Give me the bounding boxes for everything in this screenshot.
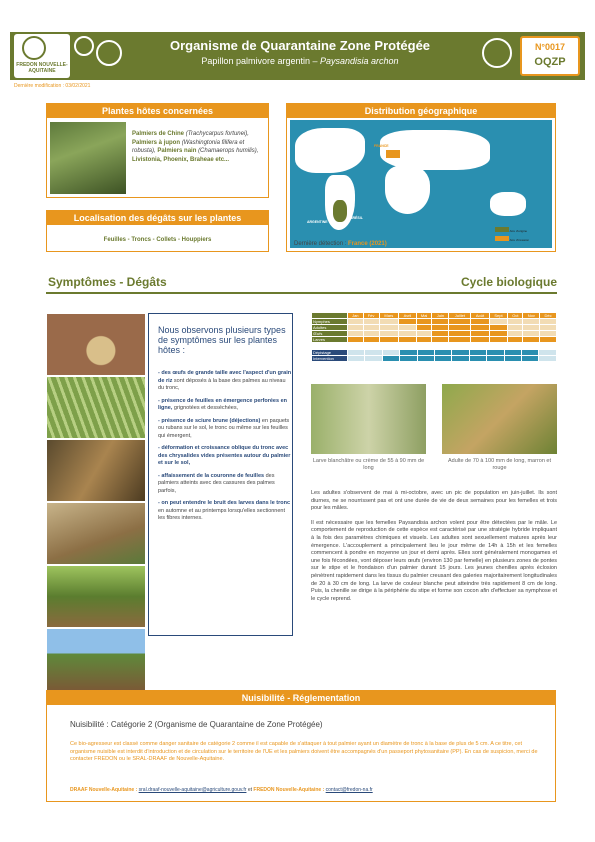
invasion-area-shape xyxy=(386,150,400,158)
nuisibility-heading: Nuisibilité - Réglementation xyxy=(47,691,555,705)
month-header: Mars xyxy=(379,313,399,319)
legend-origin-swatch xyxy=(495,227,509,232)
distribution-heading: Distribution géographique xyxy=(287,104,555,118)
stage-month-cell xyxy=(508,337,523,343)
month-header: Sept xyxy=(489,313,508,319)
stage-label: Œufs xyxy=(312,331,348,337)
map-label-bresil: BRÉSIL xyxy=(350,216,363,220)
sheet-number: N°0017 xyxy=(534,42,566,52)
intervention-table xyxy=(311,349,557,362)
stage-month-cell xyxy=(489,337,508,343)
legend-invasion-label: Aire d'invasion xyxy=(509,238,530,242)
intervention-month-cell xyxy=(400,356,417,362)
intervention-month-cell xyxy=(469,356,486,362)
intervention-month-cell xyxy=(539,356,557,362)
chrysalis-photo xyxy=(47,503,145,564)
month-header: Oct xyxy=(508,313,523,319)
symptom-item: - affaissement de la couronne de feuilles des palmiers atteints avec des cassures des palmes parfois, xyxy=(158,472,275,494)
origin-area-shape xyxy=(333,200,347,222)
legend-origin-label: Aire d'origine xyxy=(509,229,528,233)
stage-month-cell xyxy=(363,337,379,343)
life-cycle-chart xyxy=(311,312,557,362)
month-header: Juin xyxy=(432,313,449,319)
north-america-shape xyxy=(295,128,365,173)
moth-emblem-icon xyxy=(482,38,512,68)
palm-trunk-photo xyxy=(47,629,145,690)
intervention-month-cell xyxy=(348,356,365,362)
stage-month-cell xyxy=(399,337,417,343)
stage-month-cell xyxy=(449,337,471,343)
sheet-code: OQZP xyxy=(534,56,566,68)
crown-collapse-photo xyxy=(47,566,145,627)
africa-shape xyxy=(385,166,430,214)
intervention-month-cell xyxy=(504,356,521,362)
stage-month-cell xyxy=(348,337,364,343)
symptoms-heading: Symptômes - Dégâts xyxy=(48,275,167,289)
stage-label: Larves xyxy=(312,337,348,343)
contact-line: DRAAF Nouvelle-Aquitaine : sral.draaf-nouvelle-aquitaine@agriculture.gouv.fr et FREDON Nouvelle-Aquitaine : contact@fredon-na.fr xyxy=(70,787,373,793)
stage-month-cell xyxy=(416,337,432,343)
page-title: Organisme de Quarantaine Zone Protégée xyxy=(169,38,431,53)
symptom-item: - présence de feuilles en émergence perforées en ligne, grignotées et desséchées, xyxy=(158,397,288,411)
host-plants-heading: Plantes hôtes concernées xyxy=(47,104,268,118)
stage-month-cell xyxy=(432,337,449,343)
map-label-france: FRANCE xyxy=(374,144,389,148)
sawdust-photo xyxy=(47,440,145,501)
australia-shape xyxy=(490,192,526,216)
map-legend xyxy=(495,227,529,242)
host-plants-list: Palmiers de Chine (Trachycarpus fortunei), Palmiers à jupon (Washingtonia filifera et robusta), Palmiers nain (Chamaerops humilis), Livistonia, Phoenix, Braheae etc... xyxy=(132,131,259,163)
intervention-label: Dépistage xyxy=(312,350,348,356)
intervention-month-cell xyxy=(452,356,469,362)
fredon-emblem-icon xyxy=(22,36,46,60)
symptom-item: - on peut entendre le bruit des larves dans le tronc en automne et au printemps lorsqu'elles sectionnent les fibres internes. xyxy=(158,500,291,521)
month-header: Juillet xyxy=(449,313,471,319)
fredon-logo-text: FREDON NOUVELLE-AQUITAINE xyxy=(16,62,68,74)
stage-month-cell xyxy=(523,337,540,343)
month-header: Mai xyxy=(416,313,432,319)
intervention-month-cell xyxy=(365,356,382,362)
intervention-month-cell xyxy=(487,356,504,362)
larva-caption: Larve blanchâtre ou crème de 55 à 90 mm de long xyxy=(312,458,425,471)
stage-label: Adultes xyxy=(312,325,348,331)
draaf-email-link[interactable]: sral.draaf-nouvelle-aquitaine@agriculture.gouv.fr xyxy=(138,787,247,793)
page-subtitle: Papillon palmivore argentin – Paysandisia archon xyxy=(201,56,399,66)
section-divider xyxy=(46,292,557,294)
month-header: Jan xyxy=(348,313,364,319)
symptoms-intro: Nous observons plusieurs types de symptômes sur les plantes hôtes : xyxy=(158,325,286,355)
month-header: Avril xyxy=(399,313,417,319)
last-detection: Dernière détection : France (2021) xyxy=(294,241,387,247)
adult-caption: Adulte de 70 à 100 mm de long, marron et rouge xyxy=(447,458,552,471)
partner-logo-icon xyxy=(74,36,94,56)
month-header: Nov xyxy=(523,313,540,319)
palm-photo xyxy=(50,122,126,194)
damage-location-section xyxy=(46,210,269,252)
intervention-month-cell xyxy=(435,356,452,362)
damage-location-heading: Localisation des dégâts sur les plantes xyxy=(47,211,268,225)
last-modified: Dernière modification : 03/02/2021 xyxy=(14,83,91,89)
month-header: Août xyxy=(471,313,490,319)
intervention-label: Intervention xyxy=(312,356,348,362)
intervention-month-cell xyxy=(417,356,434,362)
stage-month-cell xyxy=(379,337,399,343)
symptom-item: - déformation et croissance oblique du tronc avec des chrysalides vides présentes autour du palmier et sur le sol, xyxy=(158,445,291,466)
intervention-month-cell xyxy=(382,356,399,362)
symptom-item: - des œufs de grande taille avec l'aspect d'un grain de riz sont déposés à la base des palmes au niveau du tronc, xyxy=(158,370,292,391)
stage-month-cell xyxy=(540,337,557,343)
life-cycle-table xyxy=(311,312,557,343)
month-header: Déc xyxy=(540,313,557,319)
eggs-photo xyxy=(47,314,145,375)
symptom-item: - présence de sciure brune (déjections) en paquets ou rubans sur le sol, le tronc ou même sur les feuilles qui émergent, xyxy=(158,417,290,439)
stage-label: Nymphes xyxy=(312,319,348,325)
cycle-description xyxy=(311,490,557,610)
palm-moth-emblem-icon xyxy=(96,40,122,66)
adult-moth-photo xyxy=(442,384,557,454)
symptom-photos xyxy=(47,314,145,692)
cycle-paragraph-2: Il est nécessaire que les femelles Paysandisia archon volent pour être détectées par le mâle. Le comportement de reproduction de cette espèce est caractérisé par une stratégie hybride impliquant à la fois des paramètres chimiques et visuels. Les adultes sont sexuellement matures après leur émergence. L'accouplement a principalement lieu le jour même de 14h à 15h et les femelles commencent à pondre en moyenne un jour et demi après. Elles sont généralement monogames et une fois fécondées, vont déposer leurs œufs (environ 130 par femelle) en plusieurs zones de pontes sur le stipe et le frondaison d'un palmier durant 15 jours. Les jeunes chenilles après éclosion pénètrent rapidement dans les tissus du palmier creusant des galeries majoritairement longitudinales de 20 à 30 cm de long. La larve de couleur blanche peut atteindre très rapidement 8 cm de long. Puis, la chenille se dirige à la périphérie du stipe et forme son cocon afin d'effectuer sa nymphose et le cycle reprend. xyxy=(311,519,557,602)
map-label-argentine: ARGENTINE xyxy=(307,220,328,224)
symptoms-list xyxy=(158,370,292,528)
stage-month-cell xyxy=(471,337,490,343)
legend-invasion-swatch xyxy=(495,236,509,241)
damage-location-text: Feuilles - Troncs - Collets - Houppiers xyxy=(103,237,212,243)
nuisibility-category: Nuisibilité : Catégorie 2 (Organisme de Quarantaine de Zone Protégée) xyxy=(70,720,323,729)
nuisibility-text: Ce bio-agresseur est classé comme danger sanitaire de catégorie 2 comme il est capable de s'attaquer à tout palmier ayant un diamètre de tronc à la base de plus de 5 cm. A ce titre, cet organisme nuisible est interdit d'introduction et de circulation sur le territoire de l'UE et les palmiers doivent être accompagnés d'un passeport phytosanitaire (PP). En cas de suspicion, merci de contacter FREDON ou le SRAL-DRAAF de Nouvelle-Aquitaine. xyxy=(70,741,538,762)
month-header: Fév xyxy=(363,313,379,319)
larva-photo xyxy=(311,384,426,454)
fredon-email-link[interactable]: contact@fredon-na.fr xyxy=(325,787,373,793)
perforated-leaves-photo xyxy=(47,377,145,438)
cycle-heading: Cycle biologique xyxy=(460,275,557,289)
intervention-month-cell xyxy=(522,356,539,362)
cycle-paragraph-1: Les adultes s'observent de mai à mi-octobre, avec un pic de population en juin-juillet. Ils sont diurnes, ne se nourrissent pas et ont une durée de vie de deux semaines pour les femelles et trois pour les mâles. xyxy=(311,490,557,512)
